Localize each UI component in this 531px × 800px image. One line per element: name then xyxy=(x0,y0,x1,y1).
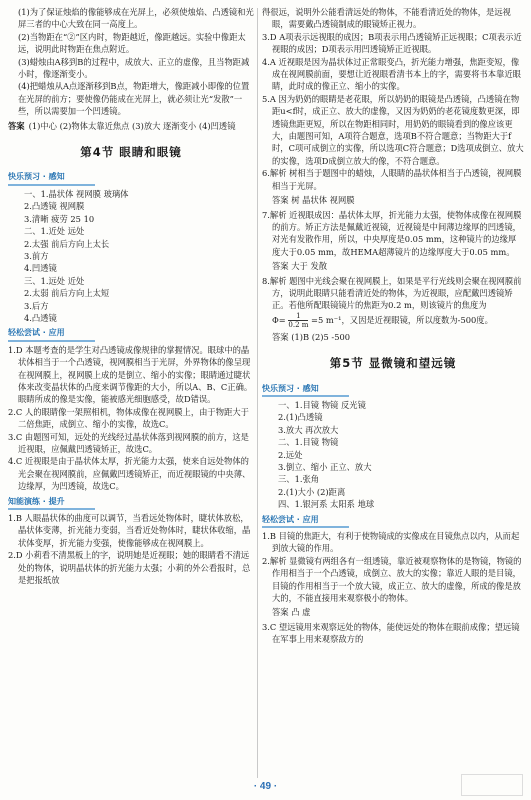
list-item: 得很远，说明外公能看清远处的物体，不能看清近处的物体，是远视眼，需要戴凸透镜制成的眼镜矫正视力。 xyxy=(262,7,511,30)
list-item: 3.倒立、缩小 正立、放大 xyxy=(278,462,372,472)
extend-banner: 知能演练 · 提升 xyxy=(8,496,95,510)
practice-list-2 xyxy=(262,530,524,604)
fraction: $\frac{1}{0.2 m}$ xyxy=(288,311,309,329)
preview-banner-2: 快乐预习 · 感知 xyxy=(262,383,349,397)
list-item: 1.D 本题考查的是学生对凸透镜成像规律的掌握情况。眼球中的晶状体相当于一个凸透镜，视网膜相当于光屏，外界物体的像呈现在视网膜上，视网膜上成的是倒立、缩小的实像；眼睛通过睫状体来改变晶状体的凸度来调节像距的大小，所以A、B、C正确。眼睛所成的像是实像，能被感光细胞感受，故D错误。 xyxy=(8,344,253,405)
list-item: 4.凸透镜 xyxy=(24,312,57,323)
list-item: 2.太强 前后方向上太长 xyxy=(24,238,110,249)
list-item: 5.A 因为奶奶的眼睛是老花眼，所以奶奶的眼镜是凸透镜，凸透镜在物距u<f时，成正立、放大的虚像，又因为奶奶的老花镜度数更深，即透镜焦距更短，所以在物距相同时，用奶奶的眼镜看到的像应该更大，由题图可知，A项符合题意，选项B不符合题意；当物距大于f时，C项可成倒立的实像，所以选项C符合题意；D选项成倒立、放大的实像，选项D成倒立放大的像，不符合题意。 xyxy=(262,93,524,166)
watermark-logo xyxy=(461,774,523,796)
list-item: 2.凸透镜 视网膜 xyxy=(24,201,85,212)
list-item: 4.A 近视眼是因为晶状体过正常眼变凸，折光能力增强，焦距变短，像成在视网膜前面，要想让近视眼看清书本上的字，需要将书本靠近眼睛，此时成的像正立、缩小的实像。 xyxy=(262,56,521,92)
right-top-items xyxy=(262,6,524,167)
left-top-items xyxy=(8,6,254,118)
column-divider xyxy=(257,8,258,778)
item-6-answer: 答案 树 晶状体 视网膜 xyxy=(272,195,355,206)
list-item: 2.(1)大小 (2)距离 xyxy=(278,486,346,497)
item-7-analysis: 7.解析 近视眼成因：晶状体太厚，折光能力太强，使物体成像在视网膜的前方。矫正方法是佩戴近视镜，近视镜是中间薄边缘厚的凹透镜，对光有发散作用，所以，中央厚度是0.05 mm，这种镜片的边缘厚度大于0.05 mm，故HEMA超薄镜片的边缘厚度大于0.05 mm。 xyxy=(262,209,522,257)
list-item: (1)为了保证烛焰的像能够成在光屏上，必须使烛焰、凸透镜和光屏三者的中心大致在同一高度上。 xyxy=(18,7,254,30)
list-item: (4)把蜡烛从A点逐渐移到B点，物距增大，像距减小即像的位置在光屏的前方；要使像仍能成在光屏上，就必须让光“发散”一些，所以需要加一个凹透镜。 xyxy=(18,81,250,117)
list-item: 二、1.近处 远处 xyxy=(24,226,85,237)
page-number: · 49 · xyxy=(253,781,278,792)
section-title-4: 第4节 眼睛和眼镜 xyxy=(80,145,182,160)
list-item: 1.B 目镜的焦距大，有利于使物镜成的实像成在目镜焦点以内，从而起到放大镜的作用。 xyxy=(262,531,520,554)
item-8-answer: 答案 (1)B (2)5 -500 xyxy=(272,331,351,342)
list-item: 四、1.银河系 太阳系 地球 xyxy=(278,499,375,510)
section-title-5: 第5节 显微镜和望远镜 xyxy=(329,356,457,371)
list-item: 3.C 由题图可知，远处的光线经过晶状体落到视网膜的前方，这是近视眼，应佩戴凹透镜矫正，故选C。 xyxy=(8,431,249,454)
list-item: 2.太弱 前后方向上太短 xyxy=(24,288,110,299)
list-item: 4.C 近视眼是由于晶状体太厚，折光能力太强，使来自远处物体的光会聚在视网膜前，应佩戴凹透镜矫正，而近视眼镜的中央薄、边缘厚，为凹透镜，故选C。 xyxy=(8,456,251,492)
right-column xyxy=(262,6,524,782)
answer-block-1 xyxy=(8,120,254,132)
list-item: 二、1.目镜 物镜 xyxy=(278,437,339,448)
answer-text: (1)中心 (2)物体太靠近焦点 (3)放大 逐渐变小 (4)凹透镜 xyxy=(28,120,236,131)
list-item: 1.B 人眼晶状体的曲度可以调节，当看远处物体时，睫状体放松，晶状体变薄，折光能力变弱，当看近处物体时，睫状体收缩，晶状体变厚，折光能力变强，使像能够成在视网膜上。 xyxy=(8,513,251,548)
item-6-analysis: 6.解析 树相当于题图中的蜡烛，人眼睛的晶状体相当于凸透镜，视网膜相当于光屏。 xyxy=(262,168,522,191)
list-item: 2.远处 xyxy=(278,449,303,460)
preview-banner: 快乐预习 · 感知 xyxy=(8,171,95,185)
item-2-answer: 答案 凸 虚 xyxy=(272,607,311,618)
item-8-formula: Φ= $\frac{1}{0.2 m}$ =5 m⁻¹，又因是近视眼镜，所以度数为-500度。 xyxy=(272,311,493,329)
list-item: 4.凹透镜 xyxy=(24,263,57,274)
list-item: 2.解析 显微镜有两组各有一组透镜，靠近被观察物体的是物镜，物镜的作用相当于一个凸透镜，成倒立、放大的实像；靠近人眼的是目镜，目镜的作用相当于一个放大镜，成正立、放大的虚像，所成的像是放大的，不能直接用来观察极小的物体。 xyxy=(262,555,522,604)
preview-list xyxy=(8,188,254,324)
list-item: 2.C 人的眼睛像一架照相机，物体成像在视网膜上，由于物距大于二倍焦距，成倒立、缩小的实像，故选C。 xyxy=(8,406,249,430)
item-7-answer: 答案 大于 发散 xyxy=(272,261,328,272)
list-item: 三、1.张角 xyxy=(278,474,320,485)
list-item: (3)蜡烛由A移到B的过程中，成放大、正立的虚像，且当物距减小时，像逐渐变小。 xyxy=(18,56,250,80)
list-item: 3.放大 再次放大 xyxy=(278,424,339,435)
list-item: 3.后方 xyxy=(24,300,49,311)
list-item: 3.前方 xyxy=(24,250,49,261)
list-item: 2.D 小莉看不清黑板上的字，说明她是近视眼；她的眼睛看不清远处的物体，说明晶状体的折光能力太强；小莉的外公看报时，总是把报纸放 xyxy=(8,550,251,586)
extend-list xyxy=(8,512,254,586)
list-item: 3.D A项表示远视眼的成因；B项表示用凸透镜矫正远视眼；C项表示近视眼的成因；D项表示用凹透镜矫正近视眼。 xyxy=(262,31,522,55)
preview-list-2 xyxy=(262,399,524,511)
practice-banner: 轻松尝试 · 应用 xyxy=(8,327,95,341)
left-column xyxy=(8,6,254,782)
practice-banner-2: 轻松尝试 · 应用 xyxy=(262,514,349,528)
list-item: 3.清晰 疲劳 25 10 xyxy=(24,213,95,224)
list-item: 三、1.远处 近处 xyxy=(24,275,85,286)
list-item: 一、1.晶状体 视网膜 玻璃体 xyxy=(24,188,129,199)
item-8-analysis: 8.解析 题图中光线会聚在视网膜上，如果是平行光线则会聚在视网膜前方，说明此眼睛只能看清近处的物体，为近视眼，应配戴凹透镜矫正。若他所配眼镜镜片的焦距为0.2 m，则该镜片的焦度为 xyxy=(262,275,522,311)
item-3: 3.C 望远镜用来观察远处的物体，能使远处的物体在眼前成像；望远镜在军事上用来观察敌方的 xyxy=(262,621,520,645)
practice-list xyxy=(8,344,254,493)
list-item: (2)当物距在“②”区内时，物距越近，像距越远。实验中像距太远，说明此时物距在焦点附近。 xyxy=(18,31,246,55)
list-item: 一、1.目镜 物镜 反光镜 xyxy=(278,399,366,410)
list-item: 2.(1)凸透镜 xyxy=(278,412,323,423)
answer-label: 答案 xyxy=(8,120,25,131)
